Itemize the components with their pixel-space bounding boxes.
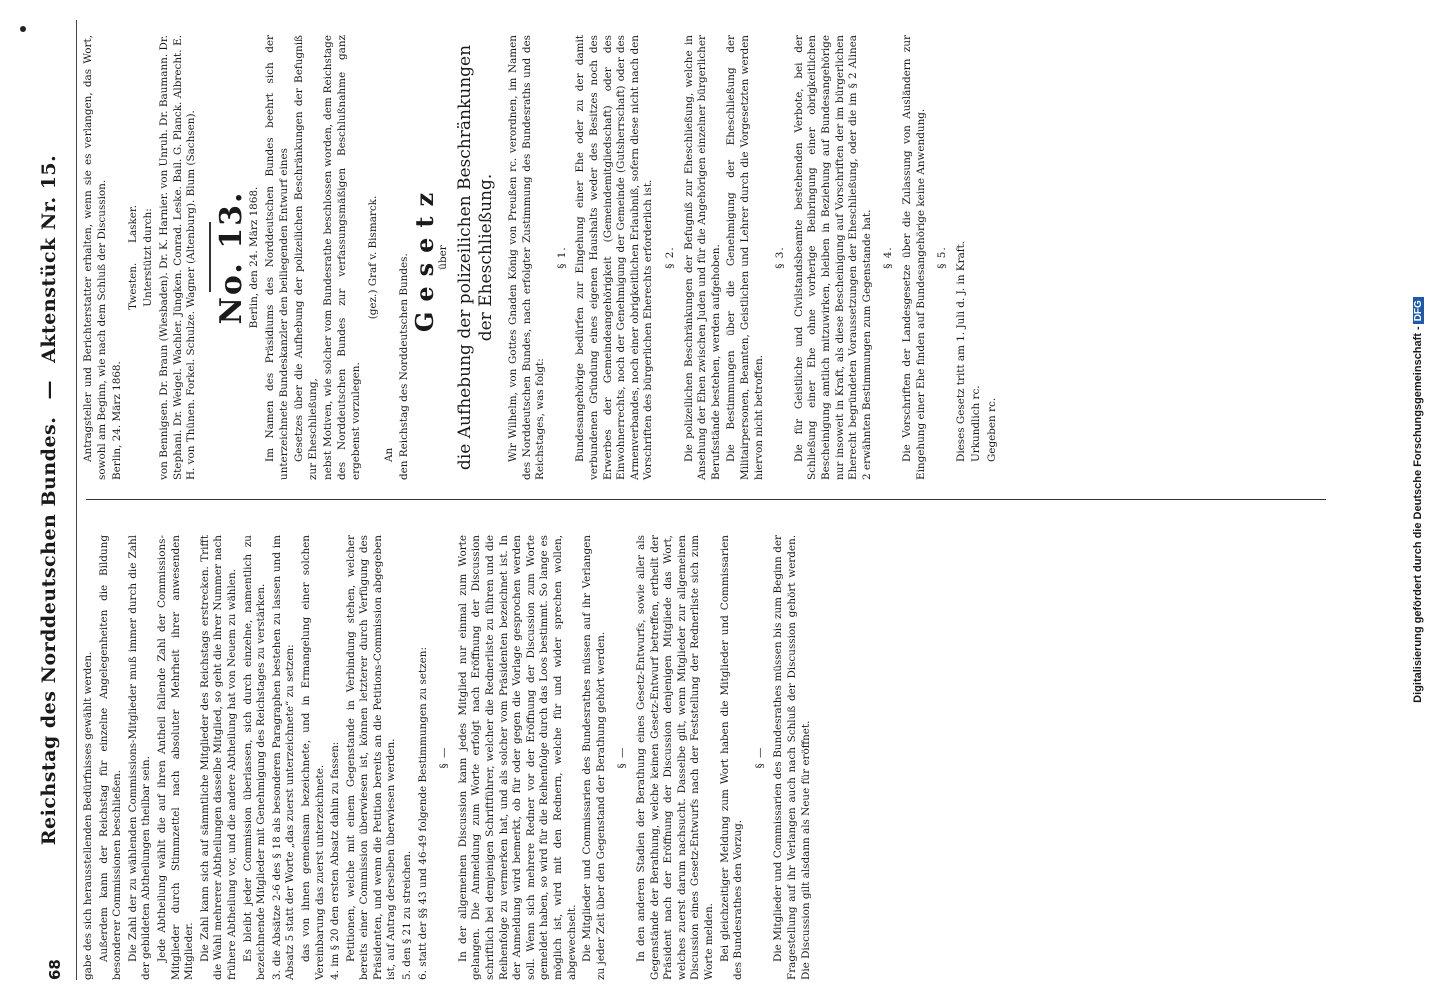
right-column xyxy=(82,35,1001,480)
section-heading: § — xyxy=(616,746,629,769)
left-column xyxy=(82,535,815,980)
list-item xyxy=(401,535,415,980)
section-heading: § 3. xyxy=(774,246,787,269)
paragraph: Die Bestimmungen über die Genehmigung der Eheschließung der Militairpersonen, Beamten, Geistlichen und Lehrer durch die Vorgesetzten werden hiervon nicht betroffen. xyxy=(725,35,765,480)
paragraph: In den anderen Stadien der Berathung eines Gesetz-Entwurfs, sowie aller als Gegenstände der Berathung, welche keinen Gesetz-Entwurf betreffen, ertheilt der Präsident nach der Eröffnung der Discussion denjenigen Mitgliede das Wort, welches zuerst darum nachsucht. Dasselbe gilt, wenn Mitglieder zur allgemeinen Discussion eines Gesetz-Entwurfs nach der Feststellung der Rednerliste sich zum Worte melden. xyxy=(634,535,715,980)
running-title xyxy=(38,20,60,980)
paragraph: Die Mitglieder und Commissarien des Bundesrathes müssen auf ihr Verlangen zu jeder Zeit über den Gegenstand der Berathung gehört werden. xyxy=(581,535,607,980)
dfg-logo: DFG xyxy=(1413,297,1424,324)
list-text: statt der §§ 43 und 46-49 folgende Bestimmungen zu setzen: xyxy=(416,647,429,967)
ink-dot xyxy=(20,26,26,32)
running-title-separator: — xyxy=(38,380,60,400)
paragraph: In der allgemeinen Discussion kann jedes Mitglied nur einmal zum Worte gelangen. Die Anmeldung zum Worte erfolgt nach Eröffnung der Discussion schriftlich bei demjenigen Schriftführer, welcher die Rednerliste zu führen und die Reihenfolge zu vermerken hat, und als solcher vom Präsidenten bezeichnet ist. In der Anmeldung wird bemerkt, ob für oder gegen die Vorlage gesprochen werden soll. Wenn sich mehrere Redner vor der Eröffnung der Discussion zum Worte gemeldet haben, so wird für die Reihenfolge durch das Loos bestimmt. So lange es möglich ist, wird mit den Rednern, welche für und wider sprechen wollen, abgewechselt. xyxy=(456,535,578,980)
date-line: Berlin, den 24. März 1868. xyxy=(248,186,261,329)
list-text: die Absätze 2-6 des § 18 als besonderen Paragraphen bestehen zu lassen und im Absatz 5 statt der Worte „das zuerst unterzeichnete“ zu setzen: xyxy=(270,535,297,980)
addressee: den Reichstag des Norddeutschen Bundes. xyxy=(398,253,411,480)
paragraph: Die polizeilichen Beschränkungen der Befugniß zur Eheschließung, welche in Ansehung der Ehen zwischen Juden und für die Angehörigen einzelner bürgerlicher Berufsstände bestehen, werden aufgehoben. xyxy=(682,35,722,480)
section-divider xyxy=(209,223,211,293)
paragraph: nebst Motiven, wie solcher vom Bundesrathe beschlossen worden, dem Reichstage des Norddeutschen Bundes zur verfassungsmäßigen Beschlußnahme ganz ergebenst vorzulegen. xyxy=(322,35,362,480)
section-heading: § — xyxy=(438,746,451,769)
paragraph: Die für Geistliche und Civilstandsbeamte bestehenden Verbote, bei der Schließung einer Ehe ohne vorherige Beibringung einer obrigkeitlichen Bescheinigung amtlich mitzuwirken, bleiben in Beziehung auf Bundesangehörige nur insoweit in Kraft, als diese Bescheinigung auf Vorschriften der im bürgerlichen Eherecht begründeten Voraussetzungen der Eheschließung, oder die im § 2 Alinea 2 erwähnten Bestimmungen zum Gegenstande hat. xyxy=(792,35,873,480)
section-heading: § 2. xyxy=(664,246,676,269)
signer-line xyxy=(127,35,141,480)
list-item xyxy=(271,535,298,980)
law-heading: Gesetz xyxy=(409,182,439,333)
paragraph: Dieses Gesetz tritt am 1. Juli d. J. in Kraft. xyxy=(954,240,967,462)
document-number: No. 13. xyxy=(213,190,249,325)
signers-list: von Bennigsen. Dr. Braun (Wiesbaden). Dr. K. Harnier. von Unruh. Dr. Baumann. Dr. Stephani. Dr. Weigel. Wachler. Jüngken. Conrad. Leske. Bail. G. Planck. Albrecht. E. H. von Thünen. Forkel. Schulze. Wagner (Altenburg). Blum (Sachsen). xyxy=(157,35,198,480)
paragraph: Gesetzes über die Aufhebung der polizeilichen Beschränkungen der Befugniß zur Eheschließung, xyxy=(293,35,319,480)
paragraph: Die Mitglieder und Commissarien des Bundesrathes müssen bis zum Beginn der Fragestellung auf ihr Verlangen auch nach Schluß der Discussion gehört werden. Die Discussion gilt alsdann als Neue für eröffnet. xyxy=(772,535,812,980)
signature: (gez.) Graf v. Bismarck. xyxy=(367,195,380,320)
signer-lasker: Lasker. xyxy=(126,204,139,243)
signer-twesten: Twesten. xyxy=(126,262,139,311)
digitization-credit xyxy=(1412,0,1424,1000)
paragraph: Petitionen, welche mit einem Gegenstande in Verbindung stehen, welcher bereits einer Commission überwiesen ist, können letzterer durch Verfügung des Präsidenten, und wenn die Petition bereits an die Petitions-Commission abgegeben ist, auf Antrag derselben überwiesen werden. xyxy=(344,535,398,980)
closing-line: Gegeben rc. xyxy=(985,397,998,462)
paragraph: Es bleibt jeder Commission überlassen, sich durch einzelne, namentlich zu bezeichnende Mitglieder mit Genehmigung des Reichstages zu verstärken. xyxy=(241,535,268,980)
list-number: 6. xyxy=(416,970,429,980)
running-title-right: Aktenstück Nr. 15. xyxy=(38,154,60,363)
list-item xyxy=(329,535,343,980)
support-line: Unterstützt durch: xyxy=(142,208,155,307)
header-rule xyxy=(76,20,77,980)
law-ueber: über xyxy=(437,245,450,270)
paragraph: Antragsteller und Berichterstatter erhalten, wenn sie es verlangen, das Wort, sowohl am Beginn, wie nach dem Schluß der Discussion. xyxy=(82,35,108,480)
address-an: An xyxy=(382,447,395,462)
paragraph: das von ihnen gemeinsam bezeichnete, und in Ermangelung einer solchen Vereinbarung das zuerst unterzeichnete. xyxy=(299,535,326,980)
paragraph: Im Namen des Präsidiums des Norddeutschen Bundes beehrt sich der unterzeichnete Bundeskanzler den beiliegenden Entwurf eines xyxy=(263,35,290,480)
column-rule xyxy=(86,499,1326,500)
list-number: 5. xyxy=(401,970,414,980)
section-heading: § 4. xyxy=(882,246,895,269)
law-title: die Aufhebung der polizeilichen Beschränkungen der Eheschließung. xyxy=(455,44,497,471)
paragraph: gabe des sich herausstellenden Bedürfnisses gewählt werden. xyxy=(82,651,94,980)
credit-text: Digitalisierung gefördert durch die Deutsche Forschungsgemeinschaft - xyxy=(1412,326,1424,703)
list-number: 4. xyxy=(329,970,342,980)
paragraph: Die Vorschriften der Landesgesetze über die Zulassung von Ausländern zur Eingehung einer Ehe finden auf Bundesangehörige keine Anwendung. xyxy=(900,35,927,480)
closing-line: Urkundlich rc. xyxy=(970,385,983,462)
date-line: Berlin, 24. März 1868. xyxy=(111,361,124,480)
page-number: 68 xyxy=(46,959,64,980)
paragraph: Bundesangehörige bedürfen zur Eingehung einer Ehe oder zu der damit verbundenen Gründung eines eigenen Haushalts weder des Besitzes noch des Erwerbes der Gemeindeangehörigkeit (Gemeindemitgliedschaft) oder des Einwohnerrechts, noch der Genehmigung der Gemeinde (Gutsherrschaft) oder des Armenverbandes, noch einer obrigkeitlichen Erlaubniß, sofern diese nicht nach den Vorschriften des bürgerlichen Eherechts erforderlich ist. xyxy=(574,35,655,480)
preamble: Wir Wilhelm, von Gottes Gnaden König von Preußen rc. verordnen, im Namen des Norddeutschen Bundes, nach erfolgter Zustimmung des Bundesraths und des Reichstages, was folgt: xyxy=(507,35,547,480)
paragraph: Jede Abtheilung wählt die auf ihren Antheil fallende Zahl der Commissions-Mitglieder durch Stimmzettel nach absoluter Mehrheit ihrer anwesenden Mitglieder. xyxy=(155,535,196,980)
list-number: 3. xyxy=(270,970,283,980)
running-title-left: Reichstag des Norddeutschen Bundes. xyxy=(38,416,60,846)
section-heading: § 1. xyxy=(555,246,568,269)
section-heading: § 5. xyxy=(936,246,949,269)
list-text: den § 21 zu streichen. xyxy=(401,850,414,967)
section-heading: § — xyxy=(753,746,766,769)
paragraph: Die Zahl kann sich auf sämmtliche Mitglieder des Reichstags erstrecken. Trifft die Wahl mehrerer Abtheilungen dasselbe Mitglied, so geht die ihrer Nummer nach frühere Abtheilung vor, und die andere Abtheilung hat von Neuem zu wählen. xyxy=(198,535,238,980)
paragraph: Die Zahl der zu wählenden Commissions-Mitglieder muß immer durch die Zahl der gebildeten Abtheilungen theilbar sein. xyxy=(126,535,153,980)
paragraph: Außerdem kann der Reichstag für einzelne Angelegenheiten die Bildung besonderer Commissionen beschließen. xyxy=(97,535,124,980)
list-text: im § 20 den ersten Absatz dahin zu fassen: xyxy=(329,741,342,967)
list-item xyxy=(417,535,431,980)
paragraph: Bei gleichzeitiger Meldung zum Wort haben die Mitglieder und Commissarien des Bundesrathes den Vorzug. xyxy=(718,535,745,980)
